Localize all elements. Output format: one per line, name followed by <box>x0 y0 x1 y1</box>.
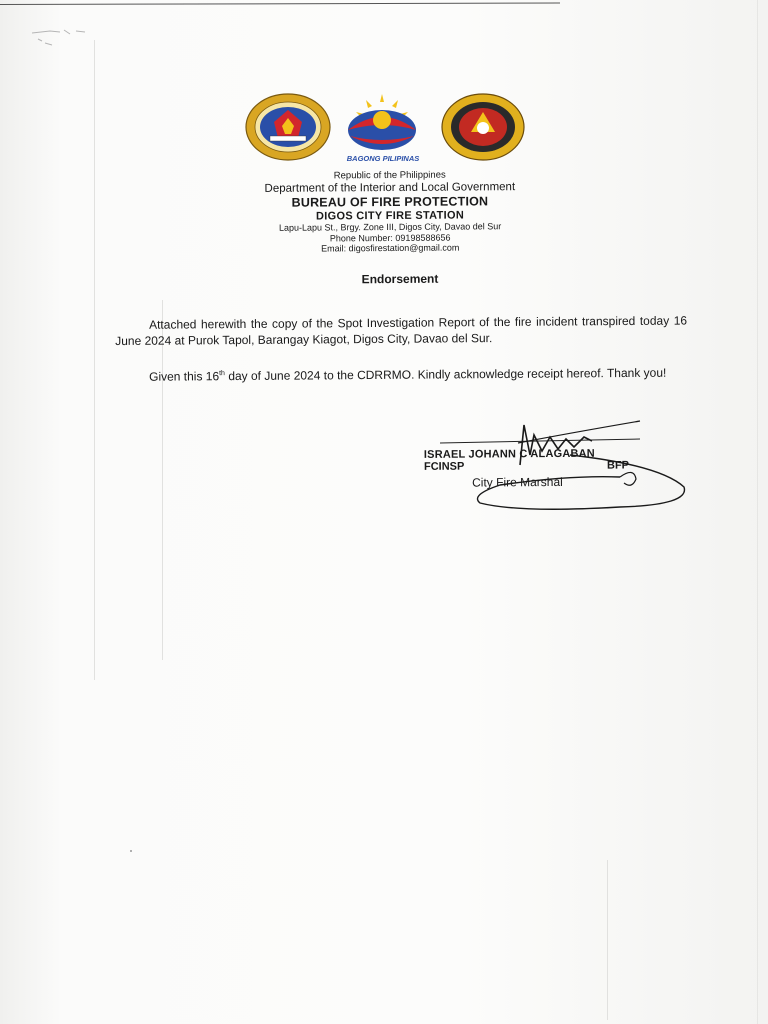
station-line: DIGOS CITY FIRE STATION <box>315 208 465 223</box>
paragraph-1-text: Attached herewith the copy of the Spot Investigation Report of the fire incident transpired today 16 June 2024 at Purok Tapol, Barangay Kiagot, Digos City, Davao del Sur. <box>115 313 688 348</box>
scan-speck <box>130 850 132 852</box>
letterhead <box>240 170 541 254</box>
ordinal-suffix: th <box>219 370 225 378</box>
corner-scribble-mark <box>30 25 90 55</box>
scan-artifact-line <box>162 300 163 660</box>
signatory-name: ISRAEL JOHANN C ALAGABAN <box>423 447 595 461</box>
bfp-seal-icon <box>244 92 332 162</box>
header-logos <box>240 90 530 170</box>
bagong-pilipinas-caption: BAGONG PILIPINAS <box>346 154 420 163</box>
digos-fire-station-seal-icon <box>440 92 526 162</box>
document-title: Endorsement <box>361 271 439 287</box>
rank-right: BFP <box>606 459 630 472</box>
scan-artifact-line <box>607 860 608 1020</box>
paragraph-2-text-end: day of June 2024 to the CDRRMO. Kindly acknowledge receipt hereof. Thank you! <box>224 365 667 384</box>
scan-artifact-line <box>94 40 95 680</box>
republic-line: Republic of the Philippines <box>333 169 446 182</box>
scan-right-edge <box>757 0 758 1024</box>
signatory-position: City Fire Marshal <box>472 474 563 490</box>
bagong-pilipinas-logo-icon <box>344 90 420 152</box>
rank-left: FCINSP <box>423 460 465 473</box>
department-line: Department of the Interior and Local Government <box>264 181 516 195</box>
paragraph-2-text-start: Given this 16 <box>149 369 220 384</box>
email-line: Email: digosfirestation@gmail.com <box>321 242 460 254</box>
phone-line: Phone Number: 09198588656 <box>329 232 451 243</box>
signature-block <box>424 447 684 490</box>
scan-top-edge <box>0 3 560 5</box>
bureau-line: BUREAU OF FIRE PROTECTION <box>291 194 489 210</box>
body-paragraph-2 <box>115 363 687 385</box>
address-line: Lapu-Lapu St., Brgy. Zone III, Digos City, Davao del Sur <box>278 221 502 233</box>
signatory-rank <box>424 459 629 472</box>
body-paragraph-1 <box>115 313 687 349</box>
